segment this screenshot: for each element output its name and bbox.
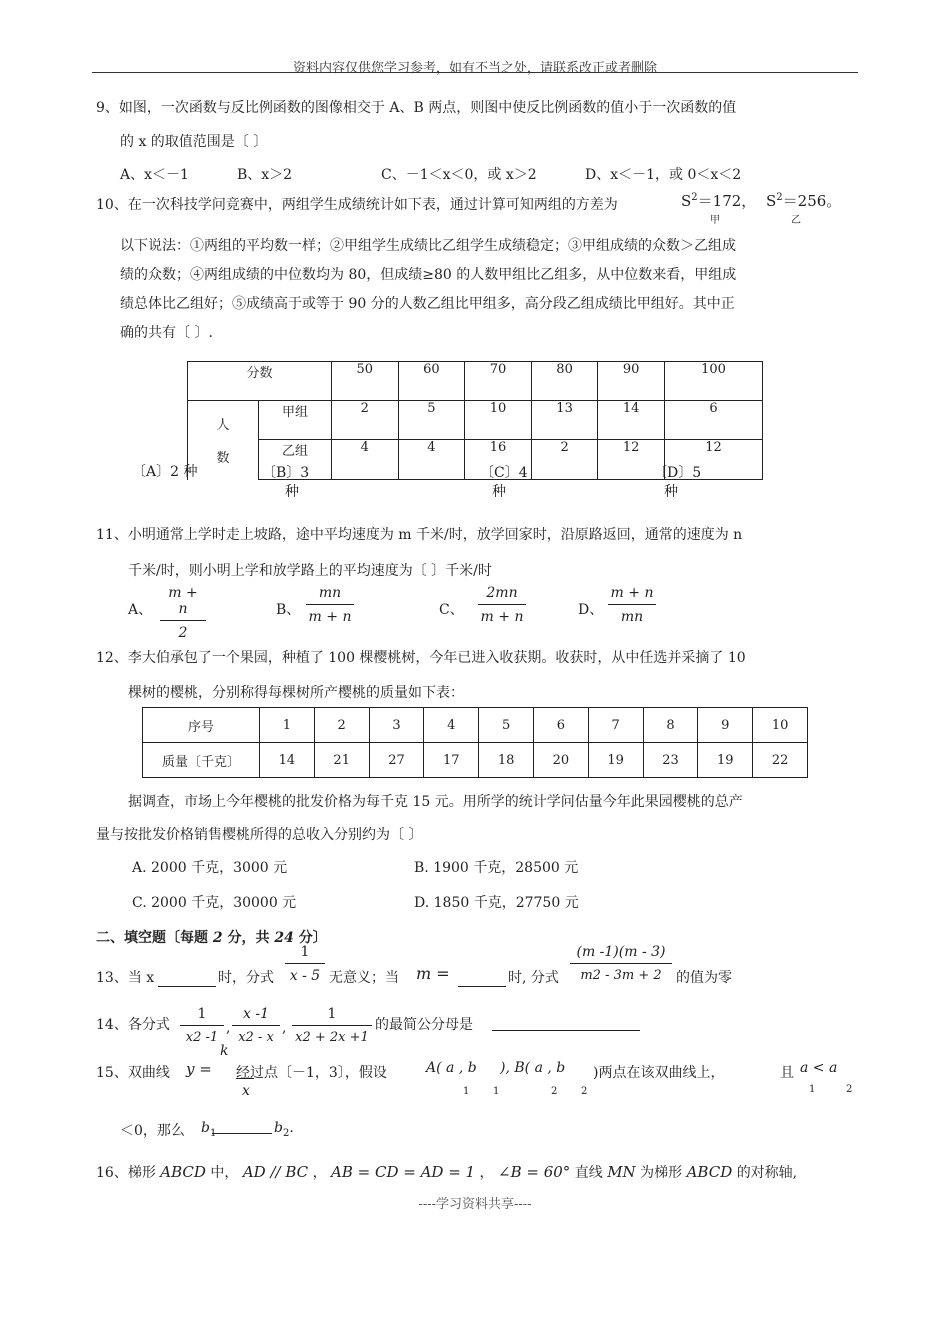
q11-option-a-label: A、 [128,602,153,618]
q12-header-cell: 7 [588,708,643,743]
q10-sup1: 2 [691,192,698,203]
q11-b-den: m + n [308,609,352,625]
q10-cell: 4 [398,440,465,480]
q14-f3-num: 1 [292,1006,372,1026]
q10-line1: 10、在一次科技学问竞赛中，两组学生成绩统计如下表，通过计算可知两组的方差为 [96,197,618,213]
q15-point-a: A( a , b [426,1060,477,1076]
q10-score-cell: 90 [598,362,665,401]
q16-parallel: AD // BC [242,1163,309,1181]
q10-cell: 16 [465,440,532,480]
q12-cell: 17 [424,743,479,778]
q16-text-b: 中， [210,1165,239,1181]
q12-line1: 12、李大伯承包了一个果园，种植了 100 棵樱桃树，今年已进入收获期。收获时，从中任选并采摘了 10 [96,650,746,666]
q12-option-a: A. 2000 千克，3000 元 [132,860,288,876]
q10-option-unit: 种 [285,484,299,500]
q10-cell: 12 [664,440,762,480]
q13-f1-den: x - 5 [289,968,321,984]
q15-b1-var: b [201,1120,210,1136]
q15-sub-ineq2: 2 [846,1084,853,1095]
q14-text-b: 的最简公分母是 [375,1017,473,1033]
q15-sub-b1: 2 [551,1086,558,1097]
q13-fraction-1 [285,944,325,984]
q15-sub-a1: 1 [463,1086,470,1097]
q14-f2-den: x2 - x [238,1030,274,1045]
q16-abcd-2: ABCD [686,1163,733,1181]
q13-text-e: 的值为零 [676,970,732,986]
q16-text-d: ， [479,1165,494,1181]
q15-line2-text: ＜0，那么 [120,1123,185,1139]
q15-b2 [274,1120,294,1139]
q15-k: k [220,1043,229,1059]
q13-text-a: 13、当 x [96,970,155,986]
q11-option-d-fraction [608,585,656,625]
q16-text-a: 16、梯形 [96,1165,156,1181]
q10-val1: ＝172， [697,192,757,210]
q11-c-den: m + n [480,609,524,625]
q13-text-c: 无意义；当 [329,970,399,986]
q10-people-1: 人 [216,418,230,434]
q13-f1-num: 1 [285,944,325,964]
q15-sub-ineq1: 1 [809,1084,816,1095]
q10-body-3: 绩总体比乙组好；⑤成绩高于或等于 90 分的人数乙组比甲组多，高分段乙组成绩比甲组好。其中正 [120,296,735,312]
q12-header-cell: 6 [533,708,588,743]
q9-line1: 9、如图，一次函数与反比例函数的图像相交于 A、B 两点，则图中使反比例函数的值小于一次函数的值 [96,100,737,116]
q12-cell: 22 [753,743,808,778]
q10-score-cell: 100 [664,362,762,401]
q12-cell: 23 [643,743,698,778]
q16-text-g: 的对称轴, [736,1165,798,1181]
q13-text-b: 时，分式 [218,970,274,986]
q11-b-num: mn [306,585,354,605]
q9-option-d: D、x＜－1，或 0＜x＜2 [585,167,742,183]
q11-option-a-fraction [160,585,206,641]
q12-line4: 量与按批发价格销售樱桃所得的总收入分别约为〔 〕 [96,827,423,843]
q10-score-cell: 70 [465,362,532,401]
q13-blank-1 [158,970,216,987]
q12-header-cell: 4 [424,708,479,743]
q11-option-c-fraction [478,585,526,625]
q13-text-d: 时, 分式 [508,970,559,986]
q10-cell: 14 [598,401,665,440]
section2-prefix: 二、填空题〔每题 [96,930,213,946]
q10-cell: 6 [664,401,762,440]
q10-row-label: 甲组 [259,401,332,440]
q10-cell: 12 [598,440,665,480]
q10-score-cell: 60 [398,362,465,401]
q11-a-num: m + n [160,585,206,621]
q12-cell: 19 [698,743,753,778]
q14-f2-num: x -1 [232,1006,280,1026]
q16-text-f: 为梯形 [640,1165,683,1181]
q10-cell: 2 [531,440,598,480]
q10-val2: ＝256 [782,192,827,210]
q15-point-b: ), B( a , b [500,1060,566,1076]
q15-blank [212,1119,272,1134]
q12-option-c: C. 2000 千克，30000 元 [132,895,297,911]
q11-option-d-label: D、 [578,602,604,618]
q12-header-cell: 5 [479,708,534,743]
q11-d-den: mn [620,609,644,625]
q10-score-cell: 50 [332,362,399,401]
q12-cell: 20 [533,743,588,778]
q12-row-label: 质量〔千克〕 [143,743,260,778]
q9-option-a: A、x＜－1 [120,167,189,183]
q10-option-unit: 种 [664,484,678,500]
q10-option-unit: 种 [492,484,506,500]
q15-b2-sub: 2 [282,1127,290,1139]
q10-end: 。 [826,192,842,210]
q12-header-cell: 8 [643,708,698,743]
q12-cherry-table [142,707,808,778]
q13-f2-num: (m -1)(m - 3) [570,944,672,964]
q14-text-a: 14、各分式 [96,1017,170,1033]
q10-option-b: 〔B〕3 [262,465,310,481]
q15-text-d: 且 [780,1065,794,1081]
q10-cell: 13 [531,401,598,440]
q11-a-den: 2 [178,625,188,641]
q10-option-a: 〔A〕2 种 [132,464,198,480]
q14-blank [492,1014,640,1031]
q11-option-b-fraction [306,585,354,625]
q14-f3-den: x2 + 2x +1 [295,1030,369,1045]
q15-text-c: )两点在该双曲线上， [593,1065,725,1081]
q11-option-b-label: B、 [276,602,301,618]
q10-cell: 5 [398,401,465,440]
q11-option-c-label: C、 [439,602,464,618]
q12-cell: 18 [479,743,534,778]
q10-option-c: 〔C〕4 [480,465,528,481]
q14-fraction-2 [232,1006,280,1045]
section2-pts: 2 [212,930,223,946]
q10-sup2: 2 [776,192,783,203]
q15-end: . [289,1120,294,1136]
q16-text-e: 直线 [574,1165,603,1181]
q12-header-cell: 9 [698,708,753,743]
q15-text-a: 15、双曲线 [96,1065,170,1081]
q12-header-cell: 10 [753,708,808,743]
q15-y-eq: y = [186,1060,212,1078]
q13-m-eq: m = [416,964,450,983]
q12-line3: 据调查，市场上今年樱桃的批发价格为每千克 15 元。用所学的统计学问估量今年此果园樱桃的总产 [128,794,743,810]
q10-cell: 4 [332,440,399,480]
q14-comma: , [282,1020,287,1036]
q12-header-cell: 2 [314,708,369,743]
q11-line2: 千米/时，则小明上学和放学路上的平均速度为〔 〕千米/时 [128,563,492,579]
page-footer: ----学习资料共享---- [418,1197,532,1212]
q12-header-cell: 序号 [143,708,260,743]
q16-mn: MN [607,1163,636,1181]
q10-s2: S [766,192,777,210]
section2-total: 24 [274,930,294,946]
q16-line [96,1162,797,1182]
header-rule [92,72,858,73]
q12-cell: 14 [260,743,315,778]
q10-body-4: 确的共有〔 〕. [120,325,213,341]
q10-variance-1 [681,190,756,211]
q16-abcd: ABCD [160,1163,206,1181]
q10-people-2: 数 [216,451,230,467]
q10-variance-2 [766,190,841,211]
q10-body-2: 绩的众数；④两组成绩的中位数均为 80，但成绩≥80 的人数甲组比乙组多，从中位数来看，甲组成 [120,267,737,283]
q10-cell: 2 [332,401,399,440]
q9-option-c: C、－1＜x＜0，或 x＞2 [381,167,537,183]
q10-cell: 10 [465,401,532,440]
q10-body-1: 以下说法：①两组的平均数一样；②甲组学生成绩比乙组学生成绩稳定；③甲组成绩的众数＞乙组成 [120,238,736,254]
q12-line2: 棵树的樱桃，分别称得每棵树所产樱桃的质量如下表： [128,685,464,701]
q15-b1-sub: 1 [209,1127,217,1139]
q16-text-c: ， [312,1165,327,1181]
q10-s1: S [681,192,692,210]
q12-option-d: D. 1850 千克，27750 元 [414,895,579,911]
page-header: 资料内容仅供您学习参考，如有不当之处，请联系改正或者删除 [292,61,657,76]
q16-equal-sides: AB = CD = AD = 1 [331,1163,476,1181]
q9-option-b: B、x＞2 [237,167,293,183]
q13-f2-den: m2 - 3m + 2 [580,968,662,983]
q15-sub-b2: 2 [581,1086,588,1097]
q15-x: x [242,1083,250,1099]
q10-option-d: 〔D〕5 [653,465,702,481]
q12-cell: 19 [588,743,643,778]
q15-sub-a2: 1 [493,1086,500,1097]
q11-d-num: m + n [608,585,656,605]
q14-f1-num: 1 [180,1006,224,1026]
q10-row-label: 乙组 [259,440,332,480]
q15-inequality: a < a [800,1060,838,1076]
section2-suffix: 分〕 [293,930,327,946]
q10-table-corner: 分数 [188,362,332,401]
q10-sub2: 乙 [791,215,801,226]
section2-mid: 分，共 [222,930,275,946]
q11-line1: 11、小明通常上学时走上坡路，途中平均速度为 m 千米/时，放学回家时，沿原路返回，通常的速度为 n [96,527,743,543]
q14-comma: , [226,1020,231,1036]
q15-frac-bar [236,1078,254,1079]
q10-score-cell: 80 [531,362,598,401]
q14-fraction-1 [180,1006,224,1045]
q11-c-num: 2mn [478,585,526,605]
q15-text-b: 经过点〔－1，3〕，假设 [236,1065,387,1081]
q12-header-cell: 1 [260,708,315,743]
q12-cell: 27 [369,743,424,778]
q13-blank-2 [458,970,506,987]
q12-option-b: B. 1900 千克，28500 元 [414,860,579,876]
q13-fraction-2 [570,944,672,983]
q10-sub1: 甲 [710,215,720,226]
q10-people-cell [188,401,259,480]
q12-header-cell: 3 [369,708,424,743]
q9-line2: 的 x 的取值范围是〔 〕 [120,134,268,150]
q12-cell: 21 [314,743,369,778]
q16-angle: ∠B = 60° [498,1163,571,1181]
q14-fraction-3 [292,1006,372,1045]
q14-f1-den: x2 -1 [185,1030,219,1045]
q15-b2-var: b [274,1120,283,1136]
